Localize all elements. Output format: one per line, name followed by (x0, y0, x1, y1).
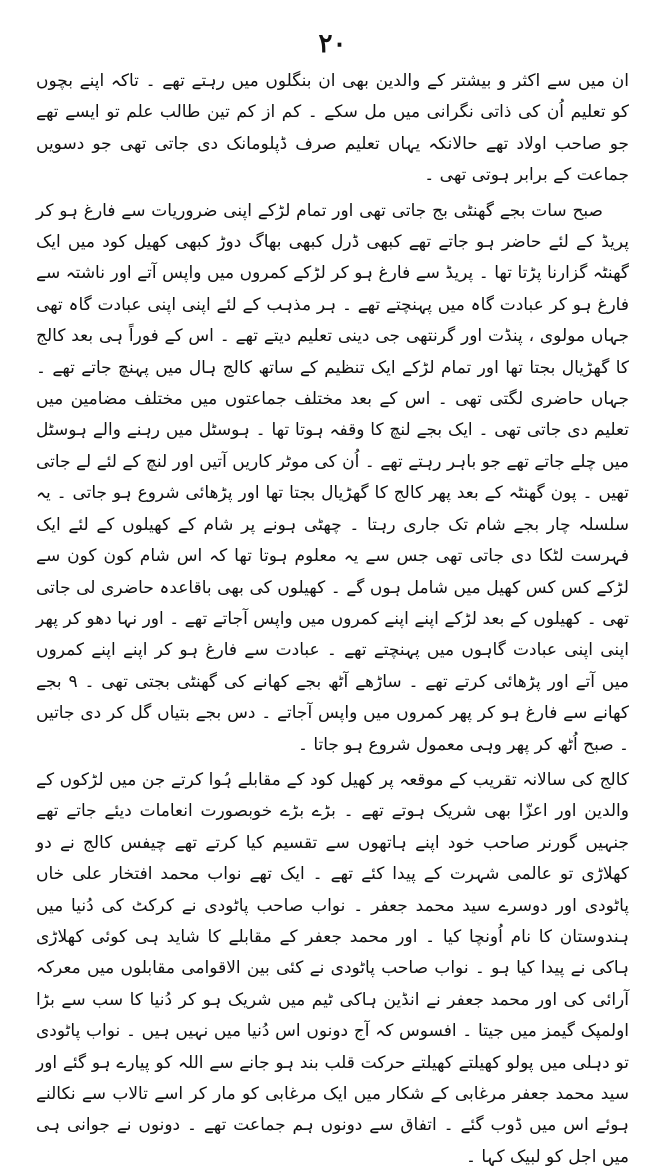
page-body (36, 66, 629, 1173)
page-number: ۲۰ (318, 29, 347, 59)
paragraph-daily-routine: صبح سات بجے گھنٹی بج جاتی تھی اور تمام لڑکے اپنی ضروریات سے فارغ ہو کر پریڈ کے لئے حاضر ہو جاتے تھے کبھی ڈرل کبھی بھاگ دوڑ کبھی کھیل کود میں ایک گھنٹہ گزارنا پڑتا تھا ۔ پریڈ سے فارغ ہو کر لڑکے کمروں میں واپس آتے اور ناشتہ سے فارغ ہو کر عبادت گاہ میں پہنچتے تھے ۔ ہر مذہب کے لئے اپنی اپنی عبادت گاہ تھی جہاں مولوی ، پنڈت اور گرنتھی جی دینی تعلیم دیتے تھے ۔ اس کے فوراً ہی بعد کالج کا گھڑیال بجتا تھا اور تمام لڑکے ایک تنظیم کے ساتھ کالج ہال میں پہنچ جاتے تھے ۔ جہاں حاضری لگتی تھی ۔ اس کے بعد مختلف جماعتوں میں مختلف مضامین میں تعلیم دی جاتی تھی ۔ ایک بجے لنچ کا وقفہ ہوتا تھا ۔ ہوسٹل میں رہنے والے ہوسٹل میں چلے جاتے تھے جو باہر رہتے تھے ۔ اُن کی موٹر کاریں آتیں اور لنچ کے لئے لے جاتی تھیں ۔ پون گھنٹہ کے بعد پھر کالج کا گھڑیال بجتا تھا اور پڑھائی شروع ہو جاتی ۔ یہ سلسلہ چار بجے شام تک جاری رہتا ۔ چھٹی ہونے پر شام کے کھیلوں کے لئے ایک فہرست لٹکا دی جاتی تھی جس سے یہ معلوم ہوتا تھا کہ اس شام کون کون سے لڑکے کس کس کھیل میں شامل ہوں گے ۔ کھیلوں کی بھی باقاعدہ حاضری لی جاتی تھی ۔ کھیلوں کے بعد لڑکے اپنے اپنے کمروں میں واپس آجاتے تھے ۔ اور نہا دھو کر پھر اپنی اپنی عبادت گاہوں میں پہنچتے تھے ۔ عبادت سے فارغ ہو کر اپنے اپنے کمروں میں آتے اور پڑھائی کرتے تھے ۔ ساڑھے آٹھ بجے کھانے کی گھنٹی بجتی تھی ۔ ۹ بجے کھانے سے فارغ ہو کر پھر کمروں میں واپس آجاتے ۔ دس بجے بتیاں گل کر دی جاتیں ۔ صبح اُٹھ کر پھر وہی معمول شروع ہو جاتا ۔ (36, 200, 629, 755)
paragraph-students-parents: ان میں سے اکثر و بیشتر کے والدین بھی ان بنگلوں میں رہتے تھے ۔ تاکہ اپنے بچوں کو تعلیم اُن کی ذاتی نگرانی میں مل سکے ۔ کم از کم تین طالب علم تو ایسے تھے جو صاحب اولاد تھے حالانکہ یہاں تعلیم صرف ڈپلومانک دی جاتی تھی جو دسویں جماعت کے برابر ہوتی تھی ۔ (36, 71, 629, 186)
paragraph-annual-function: کالج کی سالانہ تقریب کے موقعہ پر کھیل کود کے مقابلے ہُوا کرتے جن میں لڑکوں کے والدین اور اعزّا بھی شریک ہوتے تھے ۔ بڑے بڑے خوبصورت انعامات دیئے جاتے تھے جنہیں گورنر صاحب خود اپنے ہاتھوں سے تقسیم کیا کرتے تھے چیفس کالج نے دو کھلاڑی تو عالمی شہرت کے پیدا کئے تھے ۔ ایک تھے نواب محمد افتخار علی خاں پاٹودی اور دوسرے سید محمد جعفر ۔ نواب صاحب پاٹودی نے کرکٹ کی دُنیا میں ہندوستان کا نام اُونچا کیا ۔ اور محمد جعفر کے مقابلے کا شاید ہی کوئی کھلاڑی ہاکی نے پیدا کیا ہو ۔ نواب صاحب پاٹودی نے کئی بین الاقوامی مقابلوں میں معرکہ آرائی کی اور محمد جعفر نے انڈین ہاکی ٹیم میں شریک ہو کر دُنیا کا سب سے بڑا اولمپک گیمز میں جیتا ۔ افسوس کہ آج دونوں اس دُنیا میں نہیں ہیں ۔ نواب پاٹودی تو دہلی میں پولو کھیلتے کھیلتے حرکت قلب بند ہو جانے سے اللہ کو پیارے ہو گئے اور سید محمد جعفر مرغابی کے شکار میں ایک مرغابی کو مار کر اسے تالاب سے نکالنے ہوئے اس میں ڈوب گئے ۔ اتفاق سے دونوں ہم جماعت تھے ۔ دونوں نے جوانی ہی میں اجل کو لبیک کہا ۔ (36, 769, 629, 1167)
